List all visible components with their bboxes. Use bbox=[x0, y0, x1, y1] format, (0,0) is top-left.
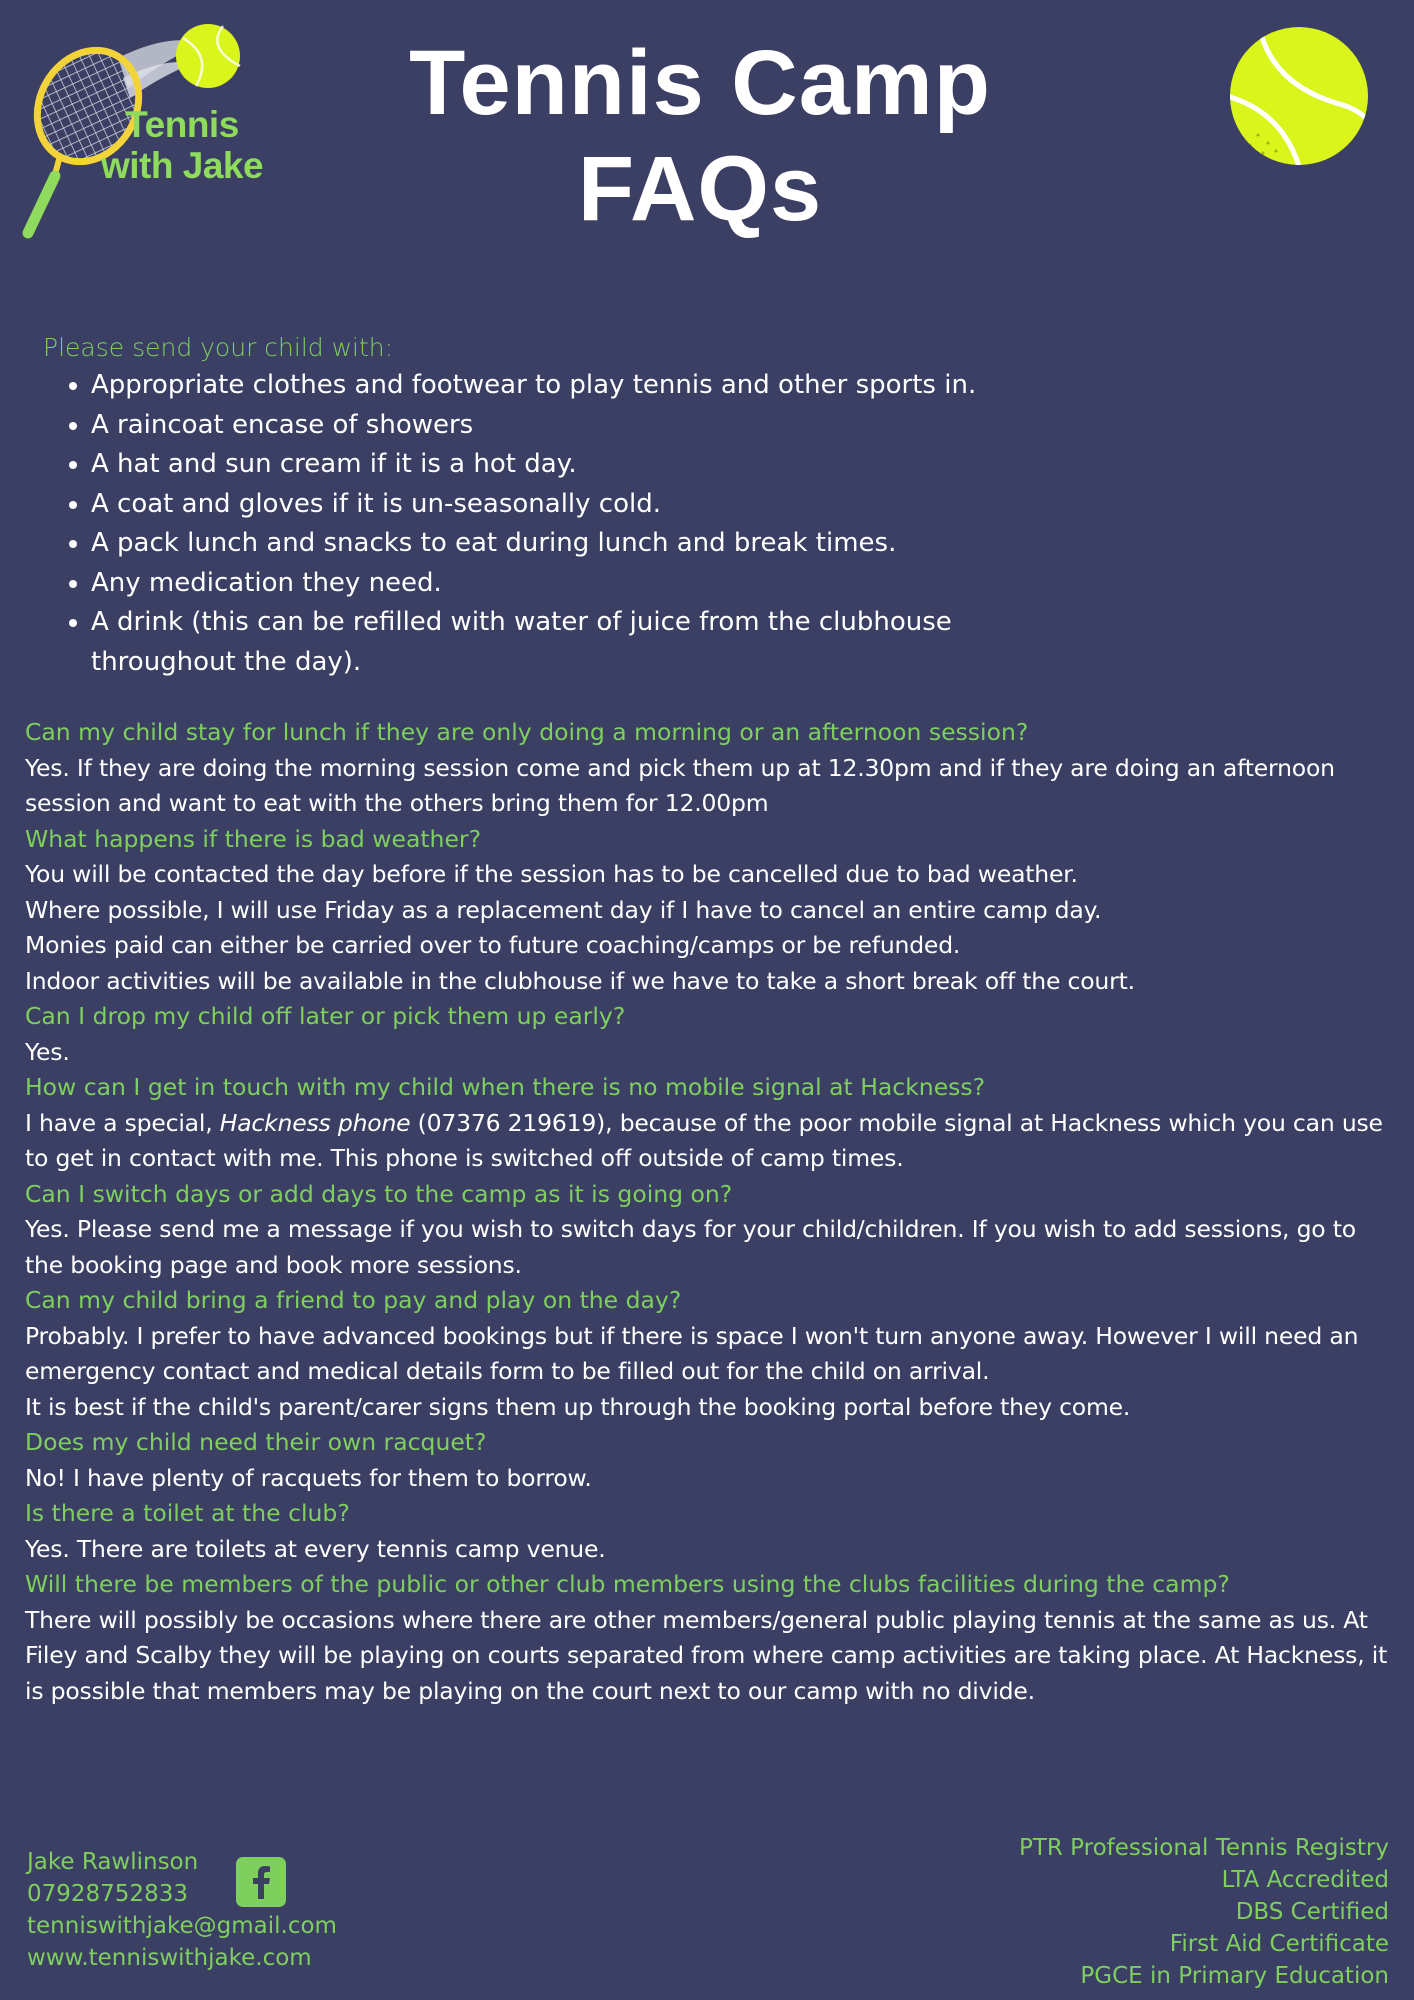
answer-prefix: I have a special, bbox=[25, 1108, 220, 1137]
faq-answer: Yes. If they are doing the morning session come and pick them up at 12.30pm and if they are doing an afternoon session and want to eat with the others bring them for 12.00pm bbox=[25, 753, 1335, 817]
faq-question: What happens if there is bad weather? bbox=[25, 824, 482, 853]
faq-question: Can I drop my child off later or pick them up early? bbox=[25, 1002, 626, 1030]
contact-phone[interactable]: 07928752833 bbox=[27, 1881, 188, 1907]
send-with-section bbox=[43, 330, 1003, 682]
faq-answer: It is best if the child's parent/carer signs them up through the booking portal before they come. bbox=[25, 1392, 1131, 1421]
contact-website[interactable]: www.tenniswithjake.com bbox=[27, 1945, 312, 1971]
faq-answer: Probably. I prefer to have advanced bookings but if there is space I won't turn anyone away. However I will need an emergency contact and medical details form to be filled out for the child on arrival. bbox=[25, 1321, 1359, 1385]
faq-answer: Where possible, I will use Friday as a replacement day if I have to cancel an entire camp day. bbox=[25, 895, 1102, 924]
faq-question: How can I get in touch with my child when there is no mobile signal at Hackness? bbox=[25, 1073, 986, 1101]
faq-answer: Indoor activities will be available in the clubhouse if we have to take a short break off the court. bbox=[25, 966, 1135, 995]
list-item: • Appropriate clothes and footwear to play tennis and other sports in. bbox=[91, 366, 1003, 406]
faq-question: Can my child stay for lunch if they are only doing a morning or an afternoon session? bbox=[25, 718, 1029, 746]
faq-answer: Yes. bbox=[25, 1037, 70, 1066]
tennis-ball-icon bbox=[1228, 25, 1370, 167]
logo-text bbox=[101, 104, 263, 186]
accreditation-item: DBS Certified bbox=[1235, 1899, 1389, 1925]
accreditation-item: LTA Accredited bbox=[1221, 1867, 1389, 1893]
contact-name: Jake Rawlinson bbox=[27, 1849, 199, 1875]
faq-section bbox=[25, 715, 1395, 1709]
logo-line-2: with Jake bbox=[101, 145, 264, 186]
answer-suffix: (07376 219619), because of the poor mobile signal at Hackness which you can use to get in contact with me. This phone is switched off outside of camp times. bbox=[25, 1108, 1383, 1172]
faq-answer: Yes. Please send me a message if you wish to switch days for your child/children. If you wish to add sessions, go to the booking page and book more sessions. bbox=[25, 1215, 1356, 1279]
faq-question: Can my child bring a friend to pay and play on the day? bbox=[25, 1286, 682, 1314]
list-item: • A pack lunch and snacks to eat during lunch and break times. bbox=[91, 524, 1003, 564]
title-line-2: FAQs bbox=[577, 138, 823, 240]
list-item: • A drink (this can be refilled with water of juice from the clubhouse throughout the day). bbox=[91, 603, 1003, 682]
list-item: • A hat and sun cream if it is a hot day. bbox=[91, 445, 1003, 485]
faq-question: Will there be members of the public or other club members using the clubs facilities during the camp? bbox=[25, 1570, 1230, 1598]
accreditations bbox=[1019, 1832, 1389, 1992]
faq-question: Does my child need their own racquet? bbox=[25, 1428, 487, 1456]
faq-answer: No! I have plenty of racquets for them to borrow. bbox=[25, 1463, 592, 1492]
accreditation-item: PTR Professional Tennis Registry bbox=[1018, 1835, 1389, 1861]
faq-answer bbox=[25, 1106, 1395, 1177]
title-line-1: Tennis Camp bbox=[409, 32, 991, 134]
send-with-list bbox=[43, 366, 1003, 682]
contact-email[interactable]: tenniswithjake@gmail.com bbox=[27, 1913, 337, 1939]
accreditation-item: PGCE in Primary Education bbox=[1080, 1963, 1389, 1989]
logo-line-1: Tennis bbox=[125, 104, 239, 145]
faq-answer: Monies paid can either be carried over to future coaching/camps or be refunded. bbox=[25, 931, 961, 959]
faq-answer: There will possibly be occasions where there are other members/general public playing tennis at the same as us. At Filey and Scalby they will be playing on courts separated from where camp activities are taking place. At Hackness, it is possible that members may be playing on the court next to our camp with no divide. bbox=[25, 1605, 1388, 1705]
faq-question: Can I switch days or add days to the camp as it is going on? bbox=[25, 1179, 733, 1208]
faq-answer: Yes. There are toilets at every tennis camp venue. bbox=[25, 1534, 606, 1563]
logo bbox=[18, 18, 268, 243]
list-item: • A coat and gloves if it is un-seasonally cold. bbox=[91, 485, 1003, 525]
faq-answer: You will be contacted the day before if the session has to be cancelled due to bad weather. bbox=[25, 860, 1078, 888]
contact-details bbox=[27, 1846, 337, 1974]
send-with-heading: Please send your child with: bbox=[43, 333, 394, 362]
faq-question: Is there a toilet at the club? bbox=[25, 1499, 350, 1527]
facebook-icon[interactable] bbox=[236, 1857, 286, 1907]
accreditation-item: First Aid Certificate bbox=[1169, 1931, 1389, 1957]
list-item: • Any medication they need. bbox=[91, 564, 1003, 604]
page-title bbox=[330, 30, 1070, 242]
hackness-phone-emphasis: Hackness phone bbox=[219, 1108, 411, 1137]
list-item: • A raincoat encase of showers bbox=[91, 406, 1003, 446]
